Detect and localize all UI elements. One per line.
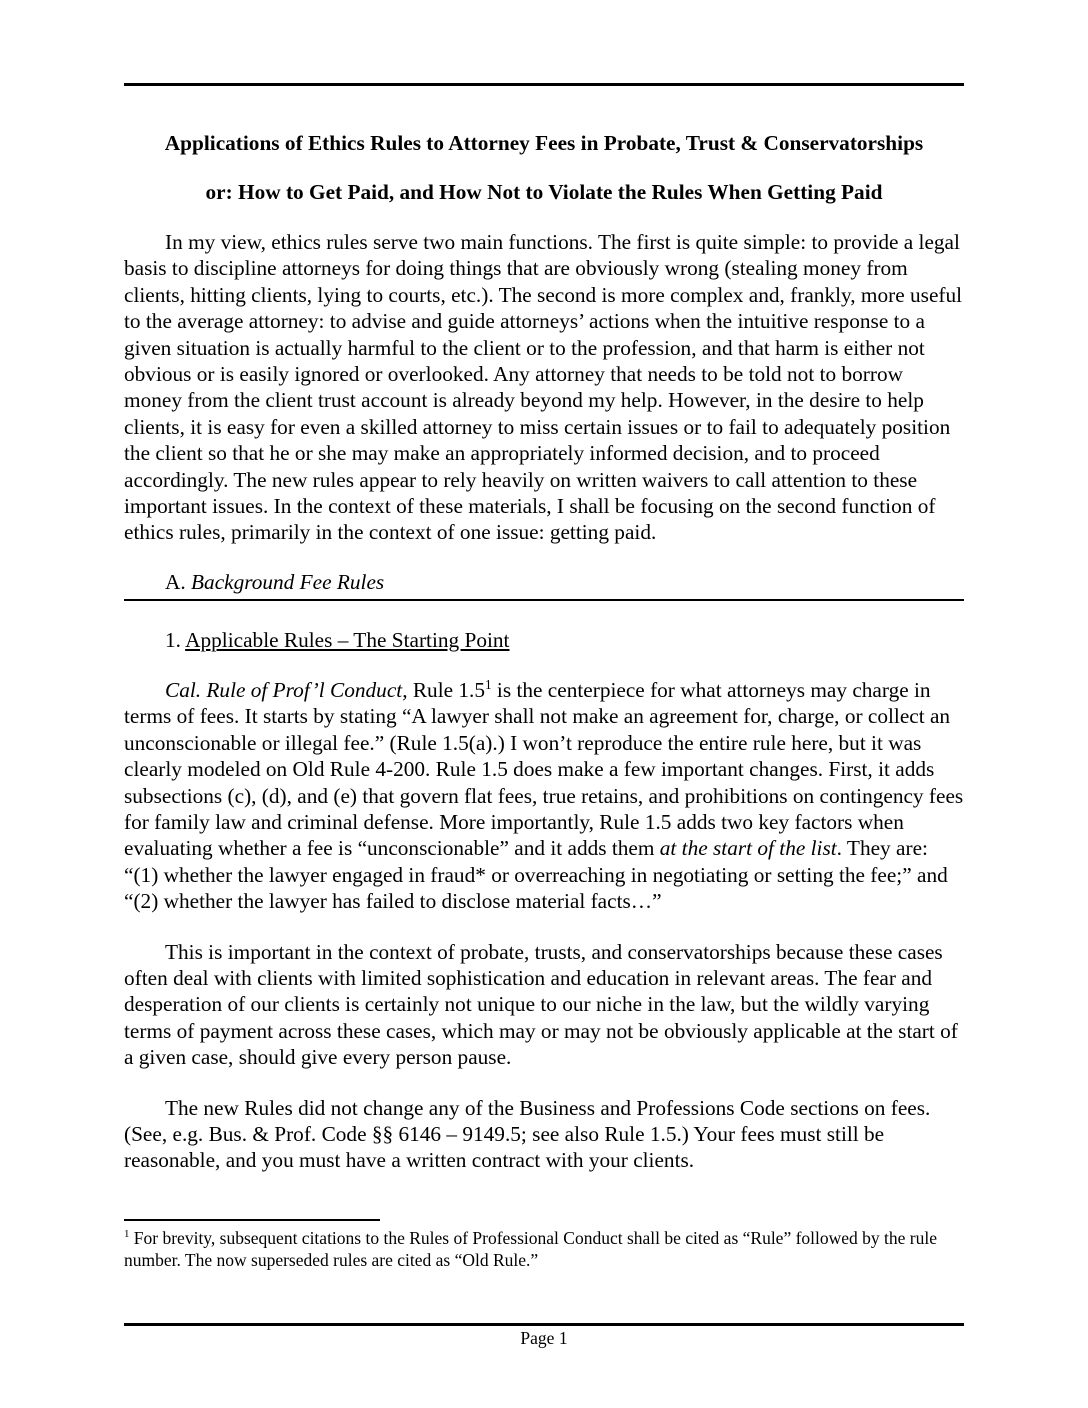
document-body	[0, 83, 1088, 1174]
subsection-heading-applicable-rules: 1. Applicable Rules – The Starting Point	[165, 627, 510, 652]
document-subtitle: or: How to Get Paid, and How Not to Violate the Rules When Getting Paid	[205, 180, 883, 204]
footnote-area	[124, 1219, 964, 1271]
footnote-separator-rule	[124, 1219, 380, 1221]
header-rule	[124, 83, 964, 86]
section-heading-background-fee-rules: A. Background Fee Rules	[124, 569, 964, 601]
page-footer	[124, 1323, 964, 1348]
document-title: Applications of Ethics Rules to Attorney Fees in Probate, Trust & Conservatorships	[164, 131, 924, 155]
page-number: Page 1	[520, 1328, 568, 1348]
paragraph-new-rules-bp-code: The new Rules did not change any of the Business and Professions Code sections on fees. (See, e.g. Bus. & Prof. Code §§ 6146 – 9149.5; see also Rule 1.5.) Your fees must still be reasonable, and you must have a written contract with your clients.	[124, 1095, 931, 1173]
paragraph-rule-1-5: Cal. Rule of Prof’l Conduct, Rule $1.5^1$ is the centerpiece for what attorneys may charge in terms of fees. It starts by stating “A lawyer shall not make an agreement for, charge, or collect an unconscionable or illegal fee.” (Rule 1.5(a).) I won’t reproduce the entire rule here, but it was clearly modeled on Old Rule 4-200. Rule 1.5 does make a few important changes. First, it adds subsections (c), (d), and (e) that govern flat fees, true retains, and prohibitions on contingency fees for family law and criminal defense. More importantly, Rule 1.5 adds two key factors when evaluating whether a fee is “unconscionable” and it adds them at the start of the list. They are: “(1) whether the lawyer engaged in fraud* or overreaching in negotiating or setting the fee;” and “(2) whether the lawyer has failed to disclose material facts…”	[124, 676, 964, 914]
paragraph-intro: In my view, ethics rules serve two main functions. The first is quite simple: to provide a legal basis to discipline attorneys for doing things that are obviously wrong (stealing money from clients, hitting clients, lying to courts, etc.). The second is more complex and, frankly, more useful to the average attorney: to advise and guide attorneys’ actions when the intuitive response to a given situation is actually harmful to the client or to the profession, and that harm is either not obvious or is easily ignored or overlooked. Any attorney that needs to be told not to borrow money from the client trust account is already beyond my help. However, in the desire to help clients, it is easy for even a skilled attorney to miss certain issues or to fail to adequately position the client so that he or she may make an appropriately informed decision, and to proceed accordingly. The new rules appear to rely heavily on written waivers to call attention to these important issues. In the context of these materials, I shall be focusing on the second function of ethics rules, primarily in the context of one issue: getting paid.	[124, 230, 963, 545]
footnote-1: $^1$ For brevity, subsequent citations to the Rules of Professional Conduct shall be cited as “Rule” followed by the rule number. The now superseded rules are cited as “Old Rule.”	[124, 1228, 938, 1270]
footer-rule	[124, 1323, 964, 1326]
paragraph-probate-context: This is important in the context of probate, trusts, and conservatorships because these cases often deal with clients with limited sophistication and education in relevant areas. The fear and desperation of our clients is certainly not unique to our niche in the law, but the wildly varying terms of payment across these cases, which may or may not be obviously applicable at the start of a given case, should give every person pause.	[124, 939, 958, 1070]
